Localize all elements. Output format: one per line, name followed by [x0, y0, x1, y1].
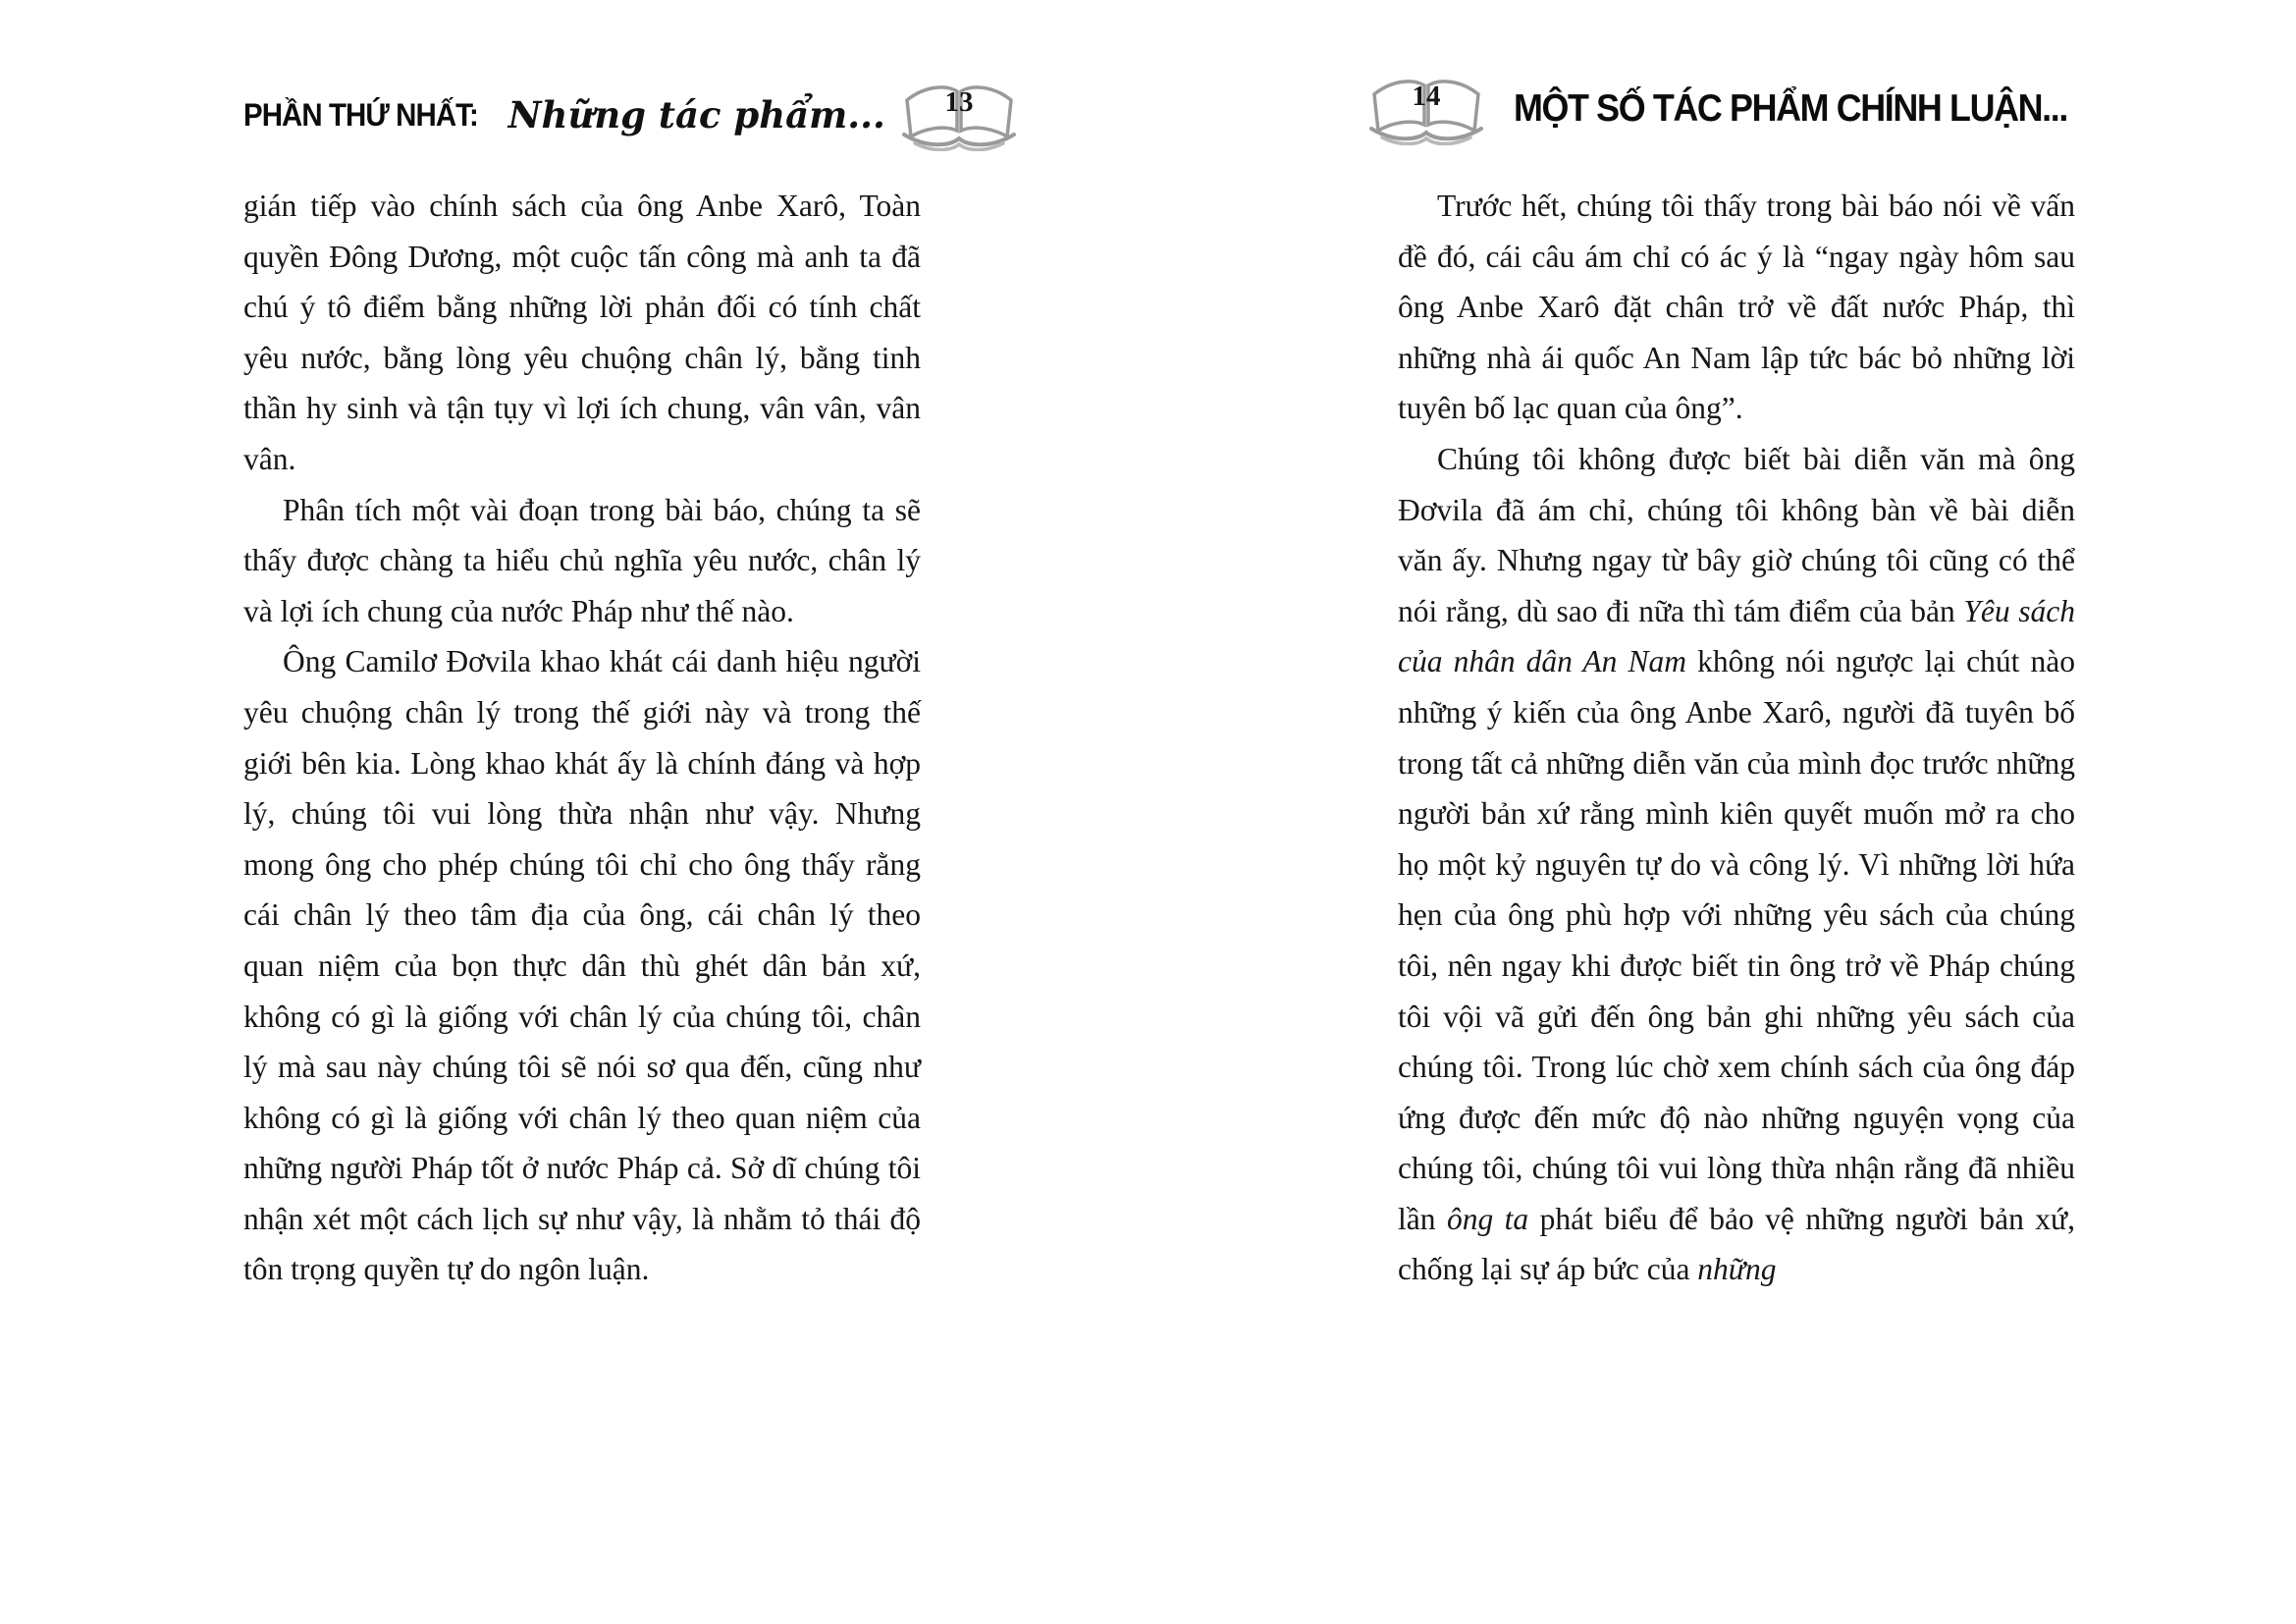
paragraph: [243, 181, 921, 485]
right-section-title: MỘT SỐ TÁC PHẨM CHÍNH LUẬN...: [1514, 87, 2067, 130]
italic-text-run: những: [1697, 1252, 1777, 1287]
text-run: không nói ngược lại chút nào những ý kiến của ông Anbe Xarô, người đã tuyên bố trong tất cả những diễn văn của mình đọc trước những người bản xứ rằng mình kiên quyết muốn mở ra cho họ một kỷ nguyên tự do và công lý. Vì những lời hứa hẹn của ông phù hợp với những yêu sách của chúng tôi, nên ngay khi được biết tin ông trở về Pháp chúng tôi vội vã gửi đến ông bản ghi những yêu sách của chúng tôi. Trong lúc chờ xem chính sách của ông đáp ứng được đến mức độ nào những nguyện vọng của chúng tôi, chúng tôi vui lòng thừa nhận rằng đã nhiều lần: [1398, 644, 2075, 1236]
right-page-body: [1398, 181, 2075, 1295]
italic-text-run: Yêu sách của nhân dân An Nam: [1398, 593, 2076, 679]
left-section-subtitle: Những tác phẩm...: [507, 93, 885, 136]
text-run: Trước hết, chúng tôi thấy trong bài báo nói về vấn đề đó, cái câu ám chỉ có ác ý là “ngay ngày hôm sau ông Anbe Xarô đặt chân trở về đất nước Pháp, thì những nhà ái quốc An Nam lập tức bác bỏ những lời tuyên bố lạc quan của ông”.: [1398, 189, 2075, 426]
paragraph: [1398, 434, 2075, 1295]
text-run: Ông Camilơ Đơvila khao khát cái danh hiệu người yêu chuộng chân lý trong thế giới này và trong thế giới bên kia. Lòng khao khát ấy là chính đáng và hợp lý, chúng tôi vui lòng thừa nhận như vậy. Nhưng mong ông cho phép chúng tôi chỉ cho ông thấy rằng cái chân lý theo tâm địa của ông, cái chân lý theo quan niệm của bọn thực dân thù ghét dân bản xứ, không có gì là giống với chân lý của chúng tôi, chân lý mà sau này chúng tôi sẽ nói sơ qua đến, cũng như không có gì là giống với chân lý theo quan niệm của những người Pháp tốt ở nước Pháp cả. Sở dĩ chúng tôi nhận xét một cách lịch sự như vậy, là nhằm tỏ thái độ tôn trọng quyền tự do ngôn luận.: [243, 644, 921, 1287]
paragraph: [1398, 181, 2075, 434]
text-run: phát biểu để bảo vệ những người bản xứ, chống lại sự áp bức của: [1398, 1201, 2075, 1287]
open-book-icon: [1368, 73, 1484, 145]
paragraph: [243, 636, 921, 1295]
text-run: Chúng tôi không được biết bài diễn văn mà ông Đơvila đã ám chỉ, chúng tôi không bàn về bài diễn văn ấy. Nhưng ngay từ bây giờ chúng tôi cũng có thể nói rằng, dù sao đi nữa thì tám điểm của bản: [1398, 441, 2075, 628]
paragraph: [243, 485, 921, 637]
text-run: Phân tích một vài đoạn trong bài báo, chúng ta sẽ thấy được chàng ta hiểu chủ nghĩa yêu nước, chân lý và lợi ích chung của nước Pháp như thế nào.: [243, 492, 921, 628]
right-page-header: [1368, 73, 2115, 145]
left-section-title: PHẦN THỨ NHẤT:: [243, 96, 478, 133]
text-run: gián tiếp vào chính sách của ông Anbe Xarô, Toàn quyền Đông Dương, một cuộc tấn công mà anh ta đã chú ý tô điểm bằng những lời phản đối có tính chất yêu nước, bằng lòng yêu chuộng chân lý, bằng tinh thần hy sinh và tận tụy vì lợi ích chung, vân vân, vân vân.: [243, 189, 921, 476]
open-book-icon: [901, 79, 1017, 151]
italic-text-run: ông ta: [1446, 1201, 1529, 1236]
left-page-header: [243, 79, 1017, 151]
left-page-number: 13: [944, 86, 974, 118]
left-page-body: [243, 181, 921, 1295]
right-page-number: 14: [1412, 81, 1441, 112]
